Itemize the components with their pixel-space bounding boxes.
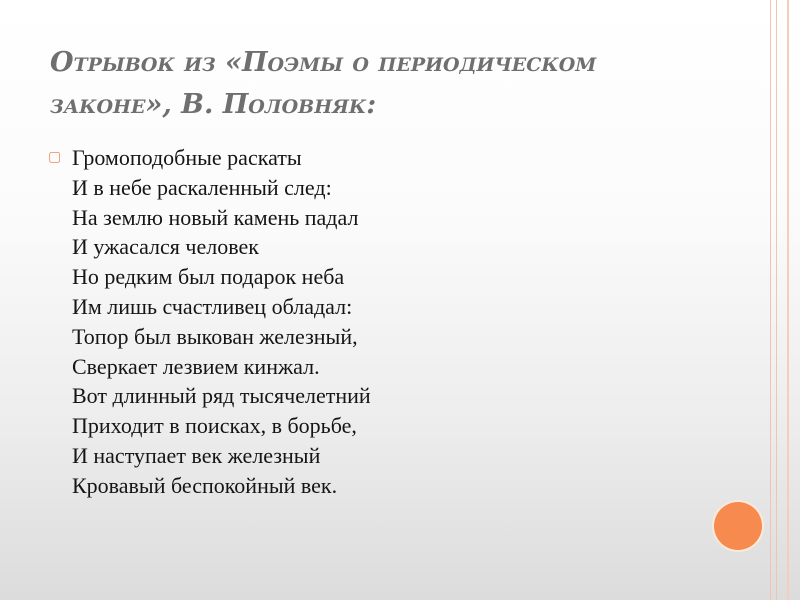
poem-line: И наступает век железный (72, 442, 321, 468)
poem-line: Приходит в поисках, в борьбе, (72, 413, 357, 439)
poem-line: Но редким был подарок неба (72, 264, 345, 290)
poem-line: Кровавый беспокойный век. (72, 472, 338, 498)
bullet-icon: ▢ (48, 149, 62, 165)
slide-content (48, 143, 608, 501)
decorative-line (787, 0, 789, 600)
poem-text (72, 143, 608, 501)
poem-line: Топор был выкован железный, (72, 323, 358, 349)
poem-line: На землю новый камень падал (72, 204, 359, 230)
poem-line: Громоподобные раскаты (72, 145, 302, 170)
slide-title: Отрывок из «Поэмы о периодическом законе», В. Половняк: (50, 47, 597, 120)
decorative-line (770, 0, 771, 600)
poem-line: И в небе раскаленный след: (72, 174, 332, 200)
decorative-line (776, 0, 777, 600)
poem-line: Вот длинный ряд тысячелетний (72, 383, 371, 409)
poem-line: Им лишь счастливец обладал: (72, 293, 353, 319)
poem-line: Сверкает лезвием кинжал. (72, 353, 320, 379)
poem-line: И ужасался человек (72, 234, 259, 260)
decorative-circle (714, 502, 762, 550)
